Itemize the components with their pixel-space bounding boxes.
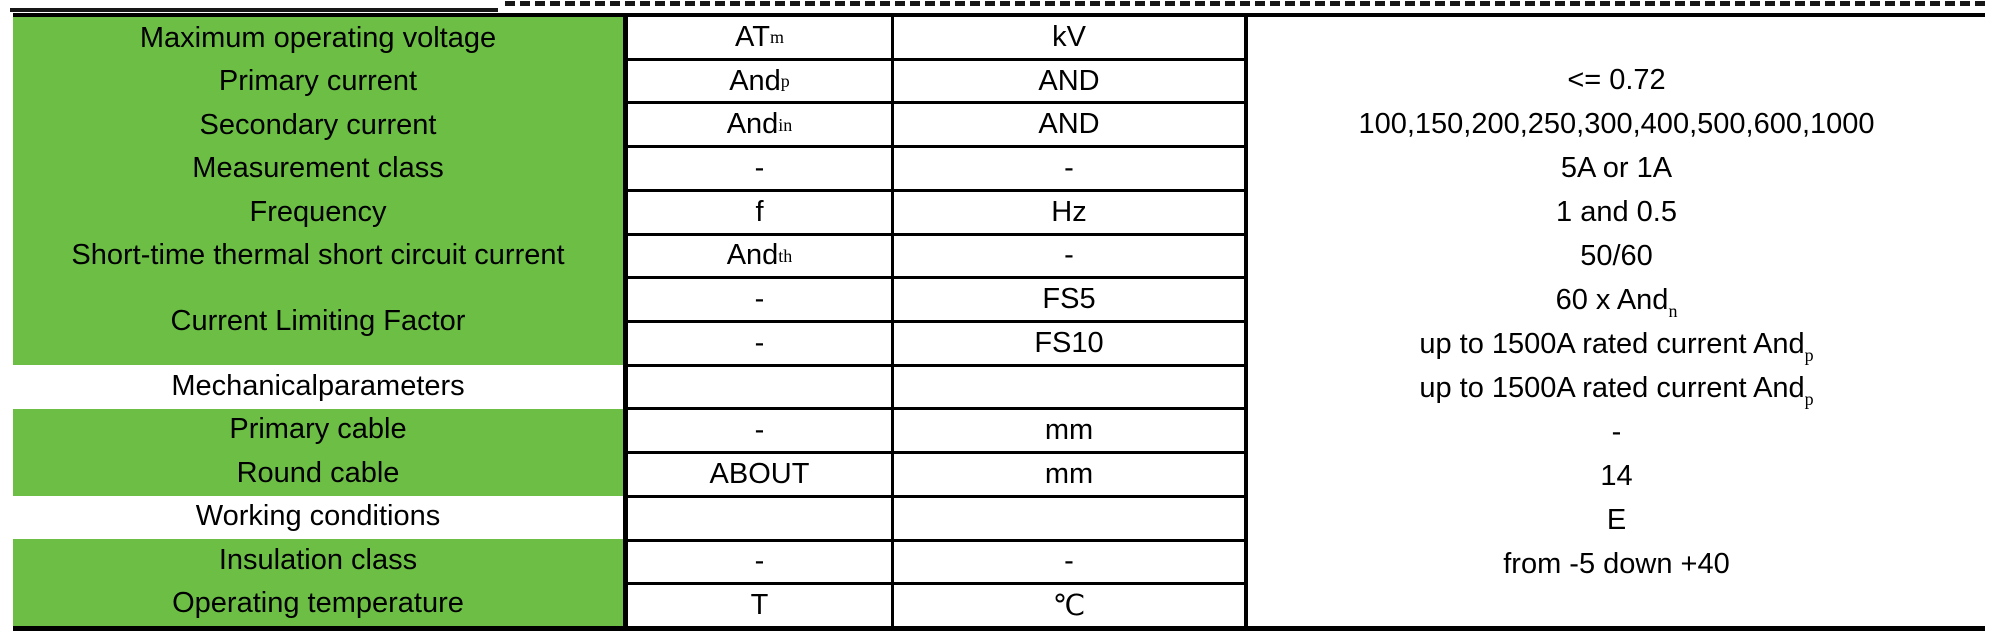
symbol-cell: T [628, 585, 894, 626]
value-line: 100,150,200,250,300,400,500,600,1000 [1358, 107, 1875, 140]
value-subscript: n [1668, 300, 1678, 321]
table-row [628, 17, 1244, 61]
unit-cell: mm [1044, 414, 1094, 447]
symbol-unit-columns [623, 17, 1248, 626]
parameter-label: Secondary current [13, 104, 623, 148]
table-row [628, 61, 1244, 105]
table-row [628, 454, 1244, 498]
table-row [628, 498, 1244, 542]
unit-cell: Hz [1051, 195, 1087, 228]
parameter-label: Insulation class [13, 539, 623, 583]
unit-cell: FS5 [1042, 283, 1096, 316]
symbol-cell: And in [628, 104, 894, 145]
symbol-cell: AT m [628, 17, 894, 58]
value-line: up to 1500A rated current And$_p$ [1419, 327, 1814, 365]
unit-cell: kV [1052, 20, 1086, 53]
parameter-label: Working conditions [13, 496, 623, 540]
symbol-cell: ABOUT [628, 454, 894, 495]
symbol-cell: - [628, 148, 894, 189]
parameter-label: Maximum operating voltage [13, 17, 623, 61]
value-subscript: p [1804, 388, 1814, 409]
table-row [628, 148, 1244, 192]
value-line: 1 and 0.5 [1556, 195, 1677, 228]
table-row [628, 585, 1244, 626]
parameter-label: Frequency [13, 191, 623, 235]
value-line: from -5 down +40 [1503, 547, 1730, 580]
symbol-cell: - [628, 410, 894, 451]
unit-cell: - [1064, 152, 1074, 185]
symbol-cell [628, 498, 894, 539]
unit-cell: FS10 [1034, 326, 1104, 359]
value-line: 5A or 1A [1560, 151, 1673, 184]
parameter-label: Primary cable [13, 409, 623, 453]
value-line: 50/60 [1580, 239, 1653, 272]
unit-cell: ℃ [1052, 590, 1086, 623]
cropped-row-remnant-solid [10, 8, 498, 12]
value-line: 14 [1600, 459, 1633, 492]
unit-cell [894, 367, 1244, 408]
parameter-label: Primary current [13, 61, 623, 105]
unit-cell: AND [1038, 108, 1100, 141]
parameter-label: Round cable [13, 452, 623, 496]
parameter-label: Current Limiting Factor [13, 278, 623, 365]
table-row [628, 279, 1244, 323]
value-line: <= 0.72 [1567, 63, 1666, 96]
unit-cell [894, 498, 1244, 539]
unit-cell: AND [1038, 64, 1100, 97]
symbol-cell: - [628, 279, 894, 320]
table-row [628, 236, 1244, 280]
parameter-label: Mechanicalparameters [13, 365, 623, 409]
symbol-cell: f [628, 192, 894, 233]
value-subscript: p [1804, 344, 1814, 365]
values-column [1248, 17, 1985, 626]
table-row [628, 192, 1244, 236]
table-row [628, 410, 1244, 454]
symbol-cell: - [628, 323, 894, 364]
spec-table [13, 13, 1985, 631]
table-row [628, 542, 1244, 586]
value-line: up to 1500A rated current And$_p$ [1419, 371, 1814, 409]
parameter-column [13, 17, 623, 626]
parameter-label: Operating temperature [13, 583, 623, 627]
cropped-row-remnant-dashed [505, 1, 1985, 6]
table-row [628, 323, 1244, 367]
unit-cell: mm [1044, 458, 1094, 491]
table-row [628, 104, 1244, 148]
unit-cell: - [1064, 239, 1074, 272]
value-line: E [1606, 503, 1627, 536]
table-row [628, 367, 1244, 411]
unit-cell: - [1064, 545, 1074, 578]
parameter-label: Short-time thermal short circuit current [13, 235, 623, 279]
symbol-cell: And p [628, 61, 894, 102]
symbol-cell: - [628, 542, 894, 583]
symbol-cell [628, 367, 894, 408]
symbol-cell: And th [628, 236, 894, 277]
parameter-label: Measurement class [13, 148, 623, 192]
value-line: - [1611, 415, 1622, 448]
value-line: 60 x And$_n$ [1555, 283, 1678, 321]
